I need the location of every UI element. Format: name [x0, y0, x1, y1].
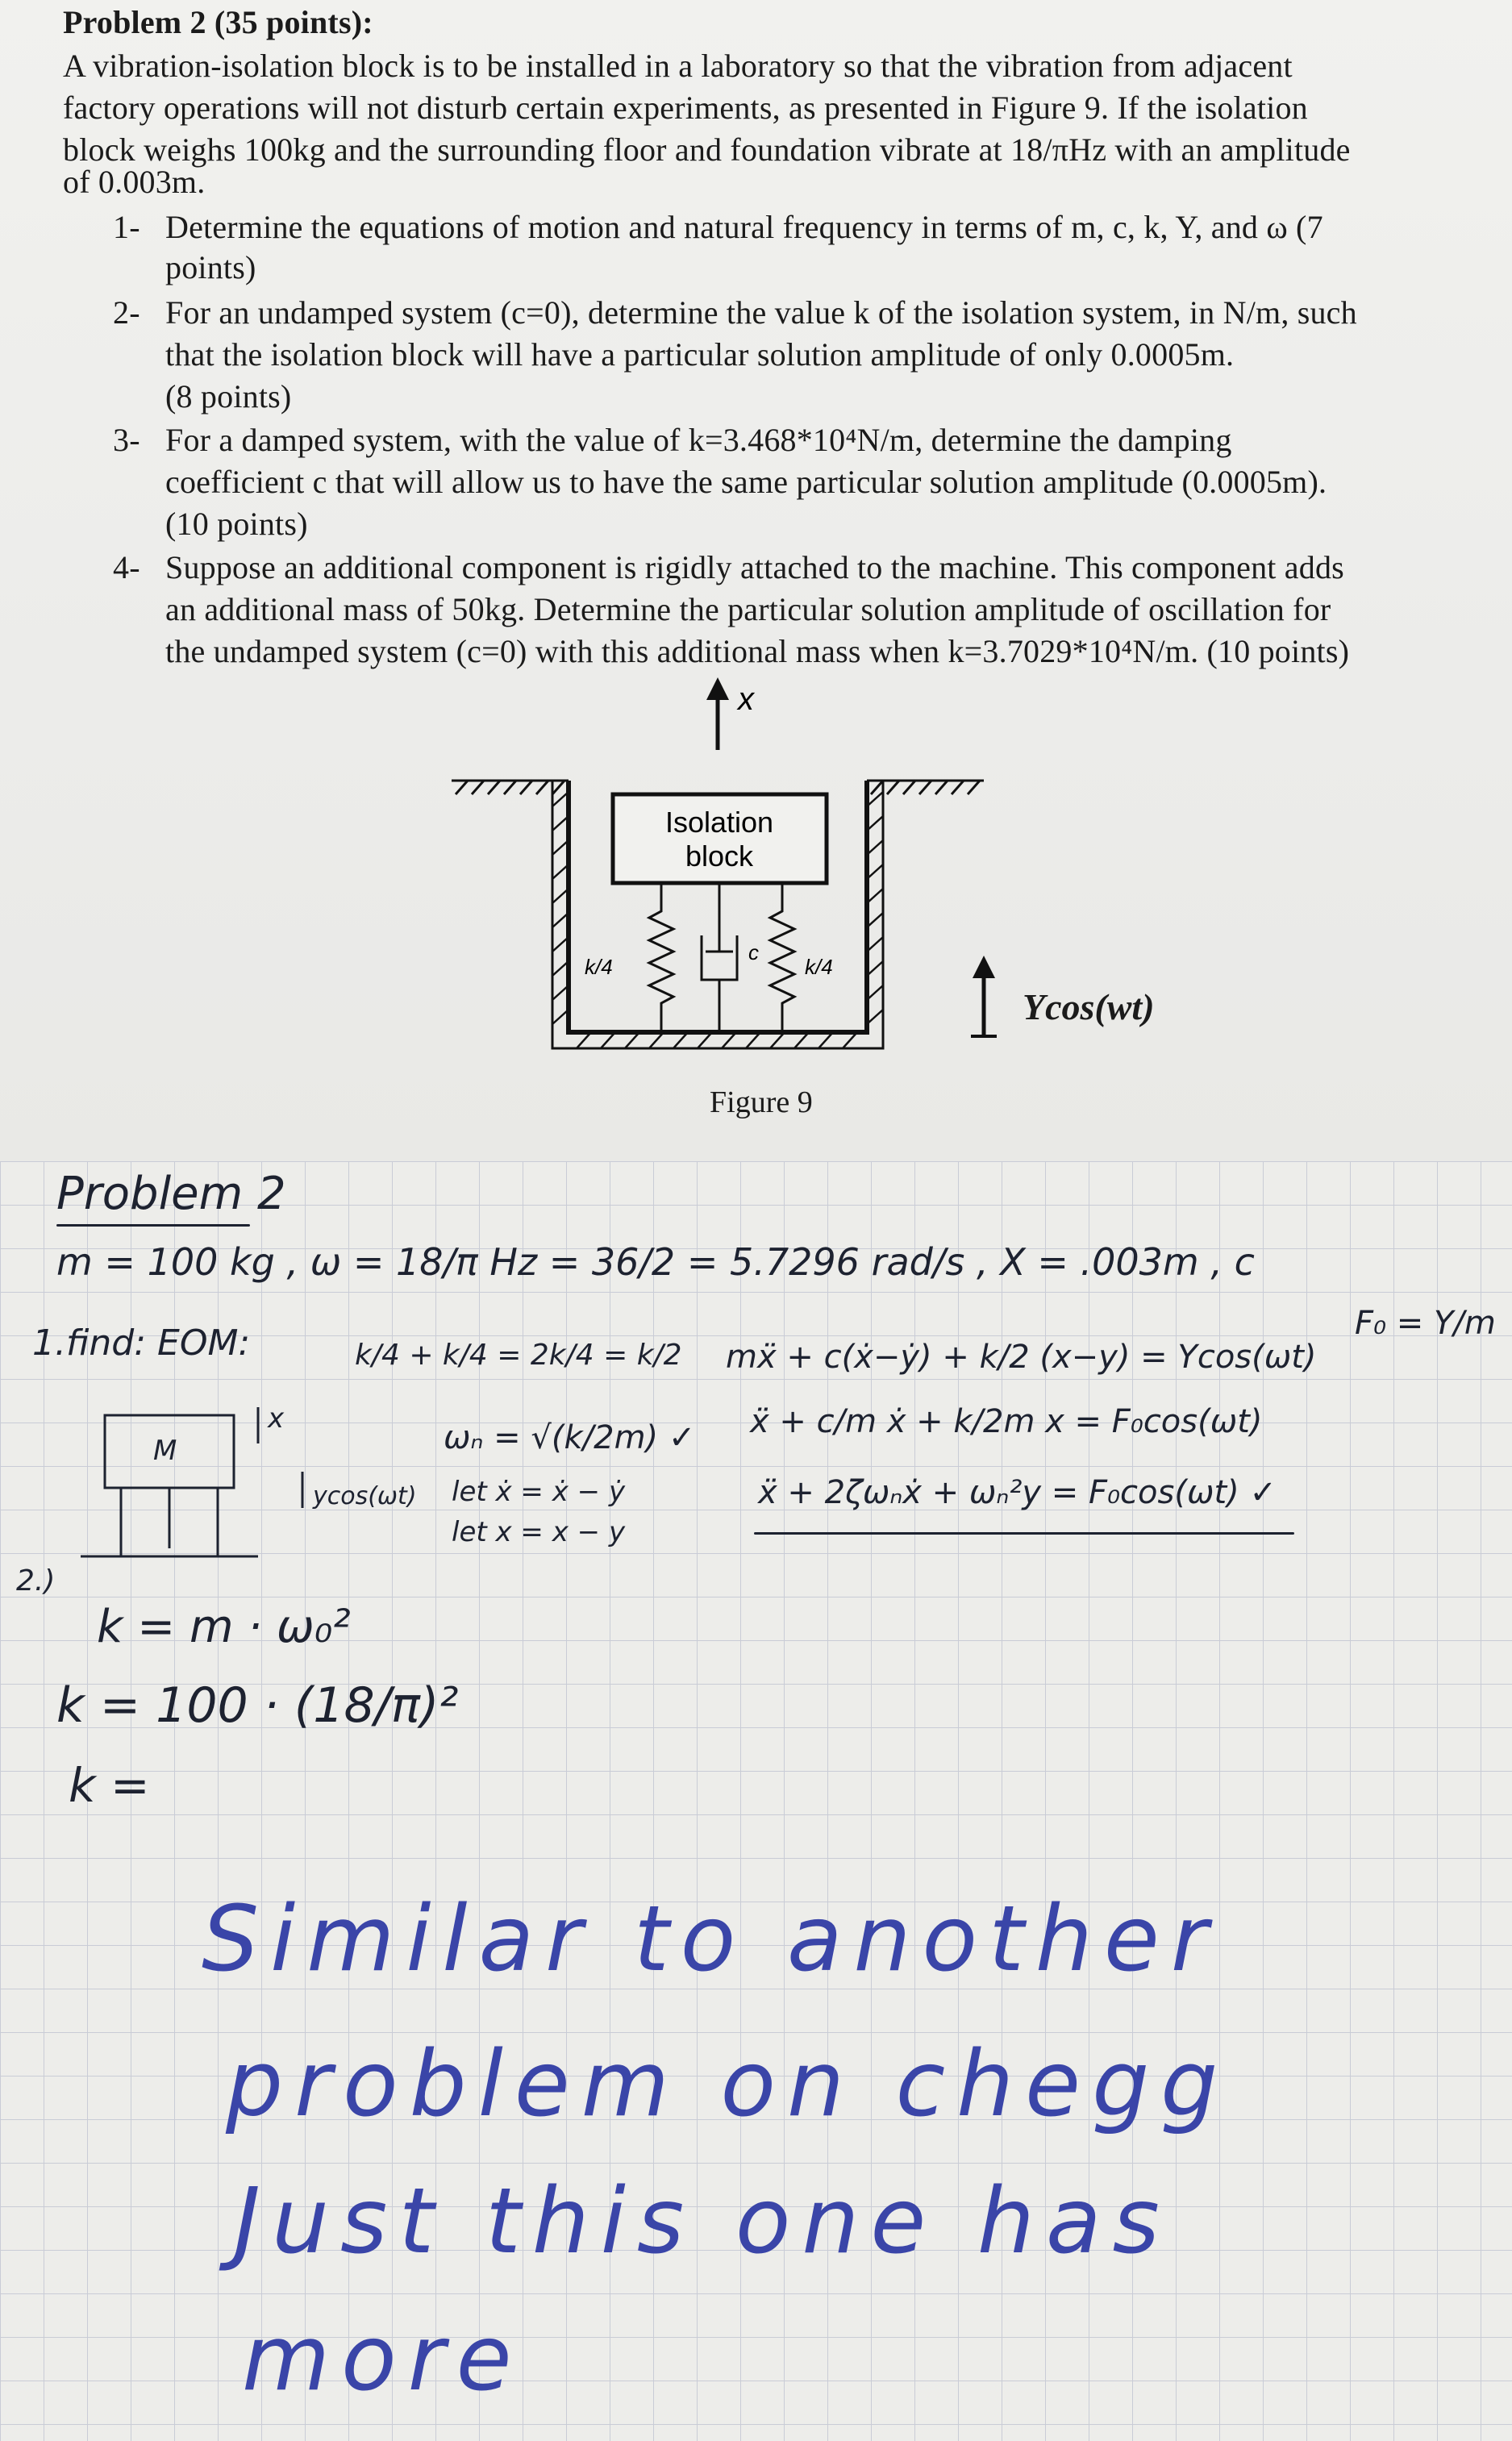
handwritten-note-2: problem on chegg [226, 2032, 1230, 2137]
damper-label: c [748, 940, 759, 964]
figure-caption: Figure 9 [710, 1085, 813, 1119]
item-4-number: 4- [113, 549, 140, 585]
ground-hatching-top [452, 781, 984, 794]
left-spring [649, 883, 673, 1032]
item-1-line-1: Determine the equations of motion and natural frequency in terms of m, c, k, Y, and ω (7 [165, 209, 1323, 245]
handwritten-note-4: more [242, 2306, 523, 2411]
intro-line-2: factory operations will not disturb certain experiments, as presented in Figure 9. If the isolation [63, 90, 1308, 126]
left-spring-label: k/4 [585, 955, 613, 979]
item-4-line-2: an additional mass of 50kg. Determine the particular solution amplitude of oscillation for [165, 591, 1331, 627]
item-3-line-2: coefficient c that will allow us to have the same particular solution amplitude (0.0005m). [165, 464, 1327, 500]
handwritten-note-3: Just this one has [234, 2169, 1171, 2274]
handwritten-sub-2: let x = x − y [452, 1516, 626, 1548]
right-spring-label: k/4 [805, 955, 833, 979]
item-4-line-3: the undamped system (c=0) with this additional mass when k=3.7029*10⁴N/m. (10 points) [165, 633, 1350, 669]
handwritten-sub-1: let ẋ = ẋ − ẏ [452, 1476, 626, 1508]
intro-line-4: of 0.003m. [63, 164, 206, 200]
handwritten-note-1: Similar to another [202, 1887, 1219, 1992]
block-label-1: Isolation [664, 806, 774, 839]
handwritten-wn: ωₙ = √(k/2m) ✓ [444, 1419, 696, 1456]
item-1-line-2: points) [165, 249, 256, 285]
item-2-number: 2- [113, 294, 140, 331]
sketch-y-label: ycos(ωt) [313, 1482, 417, 1510]
intro-line-1: A vibration-isolation block is to be installed in a laboratory so that the vibration from adjacent [63, 48, 1293, 84]
sketch-x-label: x [268, 1402, 285, 1435]
handwritten-sketch [56, 1395, 427, 1581]
handwritten-heading: Problem 2 [56, 1168, 286, 1220]
handwritten-k-3: k = [69, 1758, 150, 1813]
block-label-2: block [685, 839, 754, 873]
x-arrowhead [706, 677, 729, 700]
intro-line-3: block weighs 100kg and the surrounding floor and foundation vibrate at 18/πHz with an amplitude [63, 131, 1351, 168]
item-2-line-3: (8 points) [165, 378, 292, 414]
x-axis-label: x [738, 681, 754, 717]
handwritten-k-sum: k/4 + k/4 = 2k/4 = k/2 [355, 1339, 682, 1372]
handwritten-eom-2: ẍ + c/m ẋ + k/2m x = F₀cos(ωt) [750, 1403, 1263, 1440]
damper [702, 883, 737, 1032]
handwritten-k-2: k = 100 · (18/π)² [56, 1677, 459, 1734]
sketch-mass-label: M [153, 1435, 177, 1467]
item-3-line-3: (10 points) [165, 506, 308, 542]
handwritten-given: m = 100 kg , ω = 18/π Hz = 36/2 = 5.7296 rad/s , X = .003m , c [56, 1240, 1255, 1284]
right-spring [770, 883, 794, 1032]
handwritten-f0-note: F₀ = Y/m [1355, 1305, 1496, 1342]
item-3-line-1: For a damped system, with the value of k=3.468*10⁴N/m, determine the damping [165, 422, 1232, 458]
handwritten-k-1: k = m · ω₀² [97, 1601, 351, 1653]
item-2-line-1: For an undamped system (c=0), determine the value k of the isolation system, in N/m, such [165, 294, 1357, 331]
item-1-number: 1- [113, 209, 140, 245]
handwritten-eom-3: ẍ + 2ζωₙẋ + ωₙ²y = F₀cos(ωt) ✓ [758, 1474, 1277, 1511]
handwritten-find: 1.find: EOM: [32, 1323, 251, 1364]
item-2-line-2: that the isolation block will have a particular solution amplitude of only 0.0005m. [165, 336, 1235, 373]
problem-title: Problem 2 (35 points): [63, 4, 373, 40]
handwritten-eom-1: mẍ + c(ẋ−ẏ) + k/2 (x−y) = Ycos(ωt) [726, 1339, 1317, 1376]
item-4-line-1: Suppose an additional component is rigidly attached to the machine. This component adds [165, 549, 1344, 585]
handwritten-part2: 2.) [16, 1564, 56, 1597]
isolation-figure [419, 677, 1226, 1129]
excitation-arrowhead [973, 956, 995, 978]
item-3-number: 3- [113, 422, 140, 458]
printed-problem-sheet [0, 0, 1512, 1161]
excitation-label: Ycos(wt) [1023, 986, 1155, 1027]
